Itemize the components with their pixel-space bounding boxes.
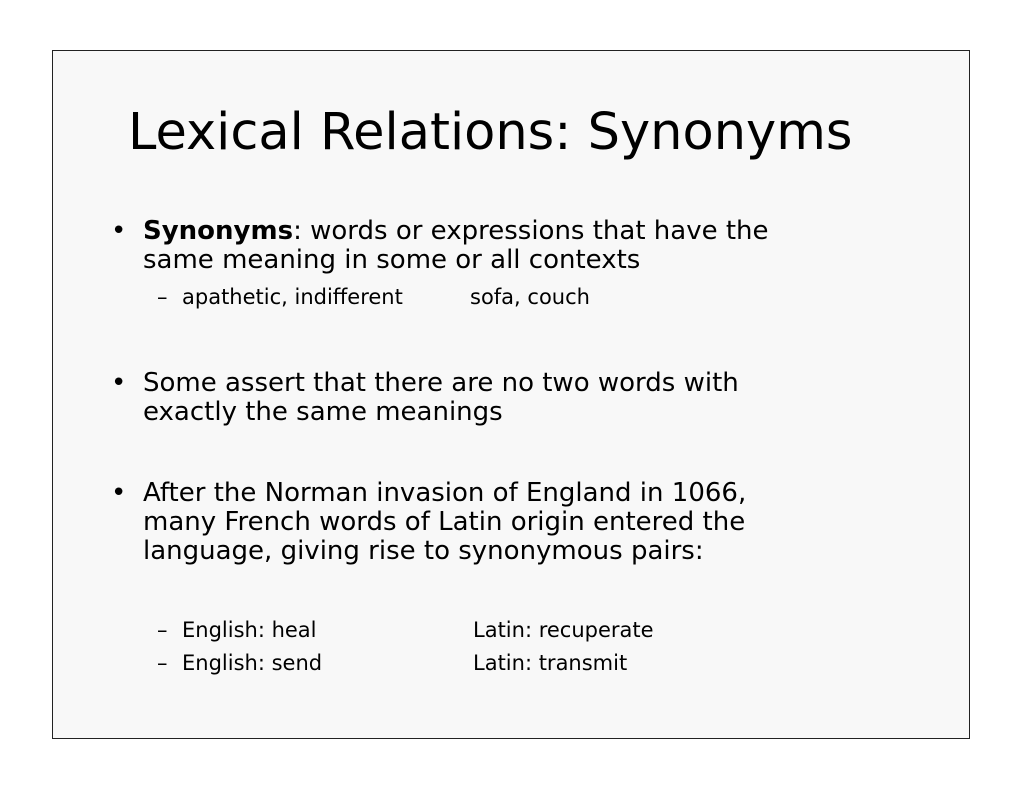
sub-item-english: English: heal	[182, 618, 317, 642]
bullet-term: Synonyms	[143, 216, 294, 246]
slide	[52, 50, 970, 739]
sub-item-latin: Latin: recuperate	[473, 618, 654, 642]
dash-icon: –	[157, 651, 168, 675]
bullet-text	[143, 217, 873, 275]
bullet-definition: : words or expressions that have the same meaning in some or all contexts	[143, 216, 769, 275]
slide-title: Lexical Relations: Synonyms	[128, 103, 853, 162]
bullet-text: After the Norman invasion of England in 1066, many French words of Latin origin entered the language, giving rise to synonymous pairs:	[143, 478, 747, 566]
bullet-icon: •	[111, 216, 127, 246]
sub-item-second: sofa, couch	[470, 285, 590, 309]
bullet-icon: •	[111, 368, 127, 398]
sub-item-first: apathetic, indifferent	[182, 285, 403, 309]
bullet-icon: •	[111, 478, 127, 508]
sub-item-latin: Latin: transmit	[473, 651, 628, 675]
dash-icon: –	[157, 618, 168, 642]
bullet-text: Some assert that there are no two words with exactly the same meanings	[143, 368, 739, 427]
sub-item-english: English: send	[182, 651, 323, 675]
dash-icon: –	[157, 285, 168, 309]
